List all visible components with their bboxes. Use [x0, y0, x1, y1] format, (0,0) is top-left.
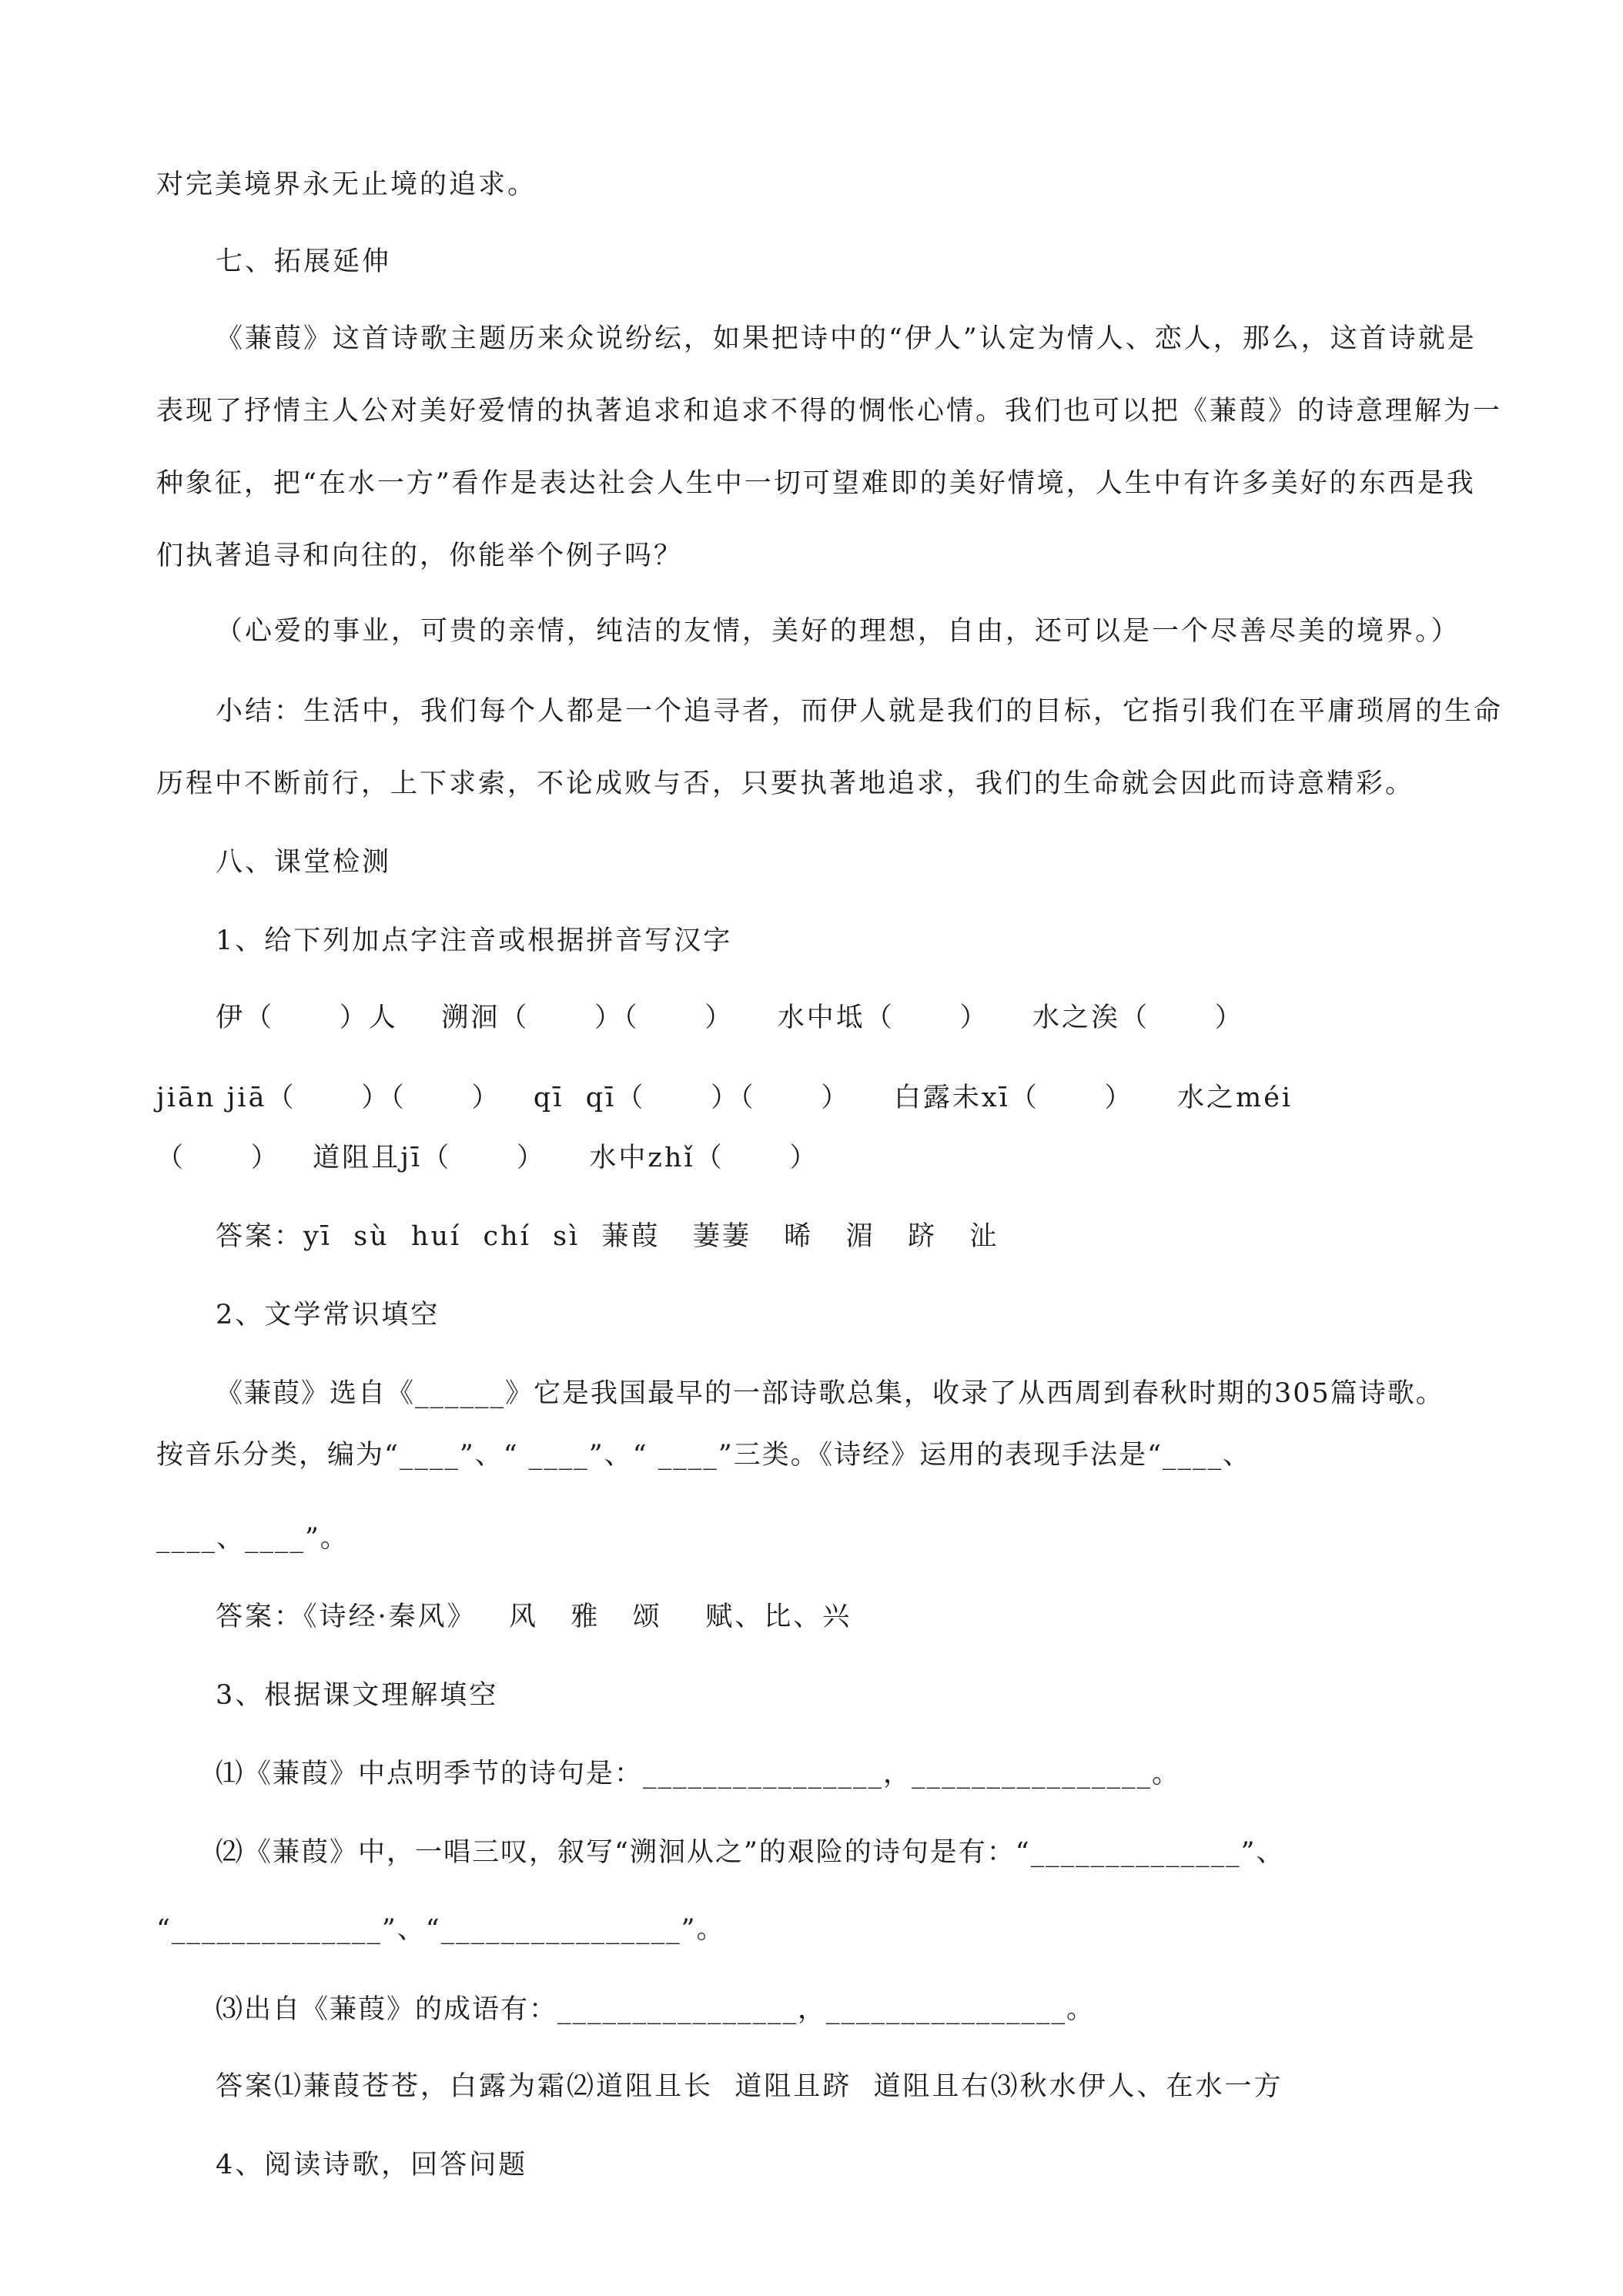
exercise-line: ⑴《蒹葭》中点明季节的诗句是：________________，________________。 — [216, 1759, 1181, 1789]
section-heading: 七、拓展延伸 — [216, 246, 392, 277]
section-heading: 八、课堂检测 — [216, 847, 392, 878]
paragraph-line: 历程中不断前行，上下求索，不论成败与否，只要执著地追求，我们的生命就会因此而诗意精彩。 — [156, 768, 1415, 799]
exercise-line: “______________”、“________________”。 — [156, 1914, 725, 1945]
question-heading: 1、给下列加点字注音或根据拼音写汉字 — [216, 925, 733, 956]
paragraph-line: 表现了抒情主人公对美好爱情的执著追求和追求不得的惆怅心情。我们也可以把《蒹葭》的诗意理解为一 — [156, 396, 1503, 427]
question-heading: 4、阅读诗歌，回答问题 — [216, 2150, 528, 2181]
paragraph-line: 种象征，把“在水一方”看作是表达社会人生中一切可望难即的美好情境，人生中有许多美好的东西是我 — [156, 468, 1476, 499]
question-heading: 2、文学常识填空 — [216, 1300, 440, 1330]
exercise-line: （ ） 道阻且jī（ ） 水中zhǐ（ ） — [156, 1143, 819, 1173]
paragraph-line: 小结：生活中，我们每个人都是一个追寻者，而伊人就是我们的目标，它指引我们在平庸琐屑的生命 — [216, 696, 1504, 727]
exercise-line: ⑵《蒹葭》中，一唱三叹，叙写“溯洄从之”的艰险的诗句是有：“______________”、 — [216, 1837, 1285, 1868]
paragraph-line: 《蒹葭》这首诗歌主题历来众说纷纭，如果把诗中的“伊人”认定为情人、恋人，那么，这首诗就是 — [216, 323, 1477, 354]
exercise-line: 《蒹葭》选自《______》它是我国最早的一部诗歌总集，收录了从西周到春秋时期的305篇诗歌。 — [216, 1378, 1444, 1409]
question-heading: 3、根据课文理解填空 — [216, 1680, 499, 1711]
paragraph-line: （心爱的事业，可贵的亲情，纯洁的友情，美好的理想，自由，还可以是一个尽善尽美的境界。） — [216, 616, 1461, 647]
answer-line: 答案：yī sù huí chí sì 蒹葭 萋萋 晞 湄 跻 沚 — [216, 1221, 999, 1252]
exercise-line: ____、____”。 — [156, 1523, 349, 1554]
exercise-line: 按音乐分类，编为“____”、“ ____”、“ ____”三类。《诗经》运用的表现手法是“____、 — [156, 1440, 1252, 1471]
paragraph-line: 们执著追寻和向往的，你能举个例子吗？ — [156, 541, 684, 571]
exercise-line: ⑶出自《蒹葭》的成语有：________________，________________。 — [216, 1994, 1096, 2025]
exercise-line: jiān jiā（ ）（ ） qī qī（ ）（ ） 白露未xī（ ） 水之méi — [156, 1083, 1293, 1113]
exercise-line: 伊（ ）人 溯洄（ ）（ ） 水中坻（ ） 水之涘（ ） — [216, 1002, 1244, 1033]
answer-line: 答案⑴蒹葭苍苍，白露为霜⑵道阻且长 道阻且跻 道阻且右⑶秋水伊人、在水一方 — [216, 2071, 1283, 2102]
paragraph-line: 对完美境界永无止境的追求。 — [156, 169, 537, 200]
answer-line: 答案：《诗经·秦风》 风 雅 颂 赋、比、兴 — [216, 1602, 852, 1632]
